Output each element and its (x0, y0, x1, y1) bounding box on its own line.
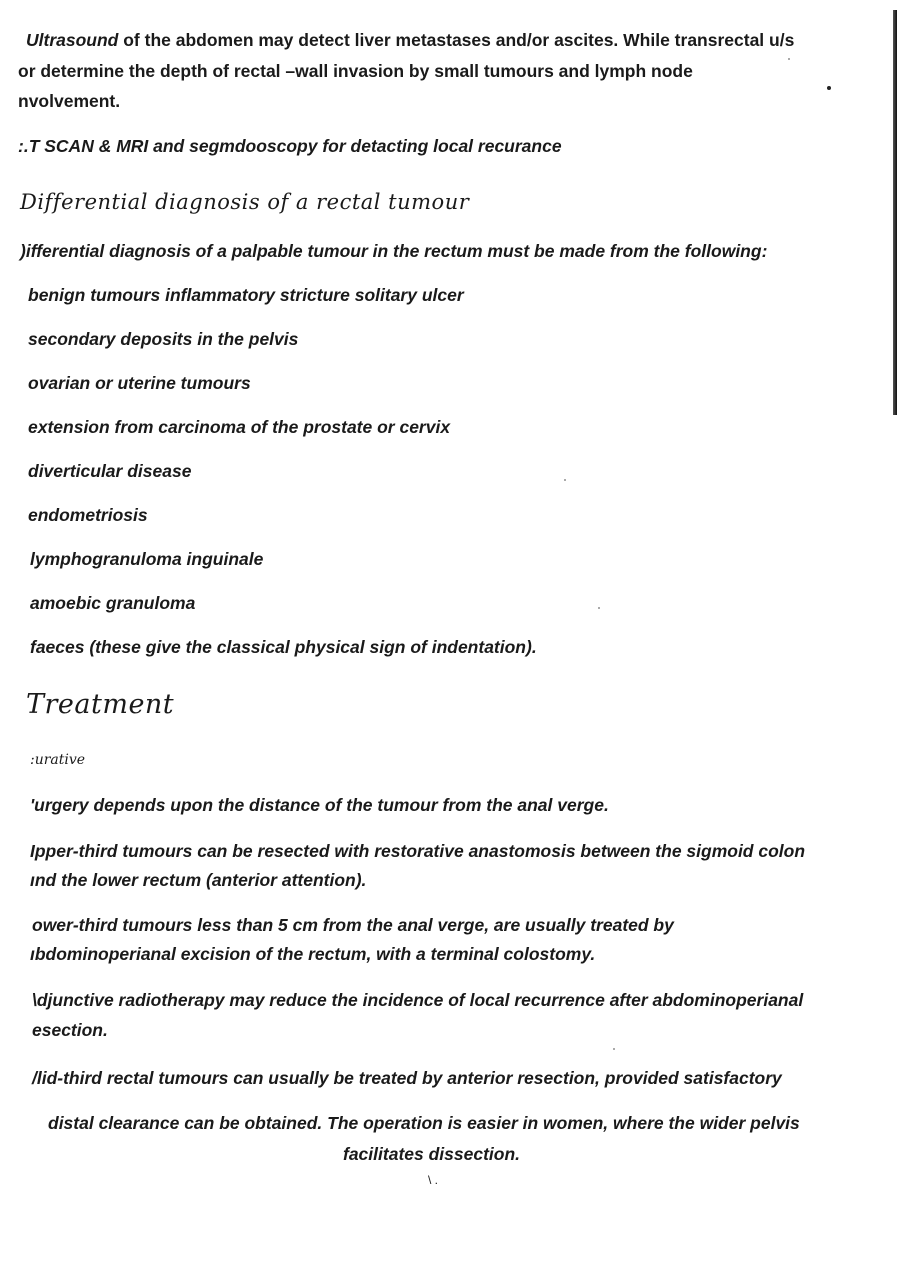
differential-item: amoebic granuloma (30, 593, 196, 613)
upper-third-line-1: Ipper-third tumours can be resected with restorative anastomosis between the sigmoid colon (30, 841, 806, 861)
scan-speck (788, 58, 790, 60)
surgery-line: 'urgery depends upon the distance of the tumour from the anal verge. (30, 795, 609, 815)
scan-speck (598, 607, 600, 609)
page-number: \ . (428, 1173, 439, 1187)
intro-line-1 (26, 29, 794, 51)
ultrasound-word: Ultrasound (26, 30, 119, 50)
mid-third-line-3: facilitates dissection. (343, 1144, 521, 1164)
differential-item: benign tumours inflammatory stricture solitary ulcer (28, 285, 464, 305)
intro-line-2: or determine the depth of rectal –wall invasion by small tumours and lymph node (18, 61, 693, 81)
differential-item: ovarian or uterine tumours (28, 373, 251, 393)
treatment-heading: Treatment (26, 689, 175, 720)
differential-item: diverticular disease (28, 461, 192, 481)
lower-third-line-2: ıbdominoperianal excision of the rectum, with a terminal colostomy. (30, 944, 596, 964)
differential-item: endometriosis (28, 505, 148, 525)
upper-third-line-2: ınd the lower rectum (anterior attention). (30, 870, 367, 890)
curative-subheading: :urative (30, 752, 86, 768)
intro-line-3: nvolvement. (18, 91, 121, 111)
ct-scan-line: :.T SCAN & MRI and segmdooscopy for detacting local recurance (18, 136, 562, 156)
differential-item: faeces (these give the classical physical sign of indentation). (30, 637, 537, 657)
intro-line-1-rest: of the abdomen may detect liver metastases and/or ascites. While transrectal u/s (118, 30, 795, 50)
scan-page-edge (893, 10, 897, 415)
differential-lead: )ifferential diagnosis of a palpable tumour in the rectum must be made from the following: (20, 241, 768, 261)
mid-third-line-1: /lid-third rectal tumours can usually be treated by anterior resection, provided satisfactory (32, 1068, 782, 1088)
mid-third-line-2: distal clearance can be obtained. The operation is easier in women, where the wider pelvis (48, 1113, 800, 1133)
differential-heading: Differential diagnosis of a rectal tumour (20, 190, 470, 214)
differential-item: secondary deposits in the pelvis (28, 329, 299, 349)
adjunctive-line-2: esection. (32, 1020, 108, 1040)
scan-dot (827, 86, 831, 90)
differential-item: lymphogranuloma inguinale (30, 549, 264, 569)
differential-item: extension from carcinoma of the prostate or cervix (28, 417, 451, 437)
scan-speck (613, 1048, 615, 1050)
lower-third-line-1: ower-third tumours less than 5 cm from the anal verge, are usually treated by (32, 915, 674, 935)
adjunctive-line-1: \djunctive radiotherapy may reduce the incidence of local recurrence after abdominoperianal (32, 990, 804, 1010)
scan-speck (564, 479, 566, 481)
